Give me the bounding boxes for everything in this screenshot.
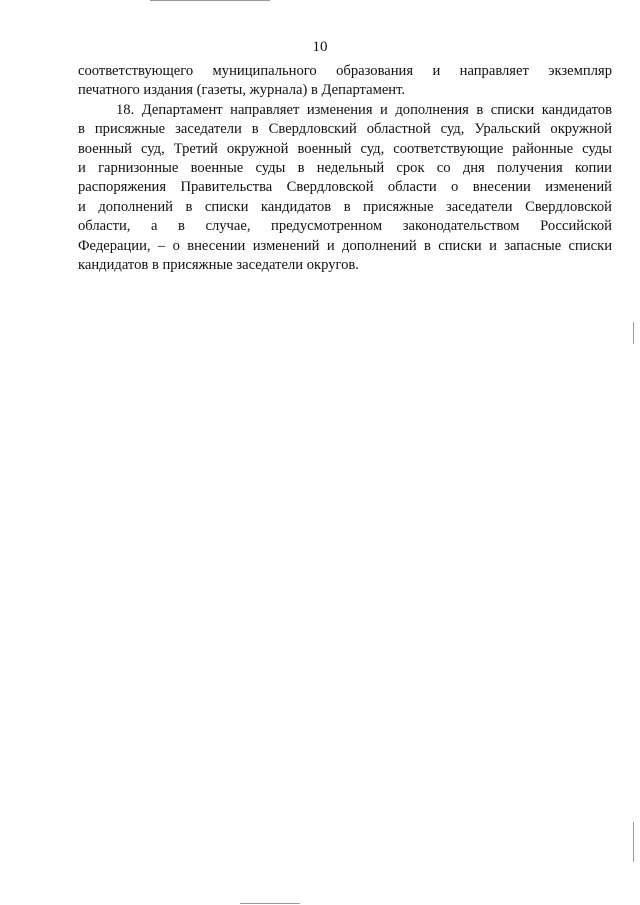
- page-number: 10: [312, 39, 328, 55]
- text-line: печатного издания (газеты, журнала) в Департамент.: [78, 82, 406, 99]
- text-line: области, а в случае, предусмотренном законодательством Российской: [78, 218, 612, 235]
- text-line: распоряжения Правительства Свердловской области о внесении изменений: [78, 179, 612, 196]
- text-line: в присяжные заседатели в Свердловский областной суд, Уральский окружной: [78, 121, 612, 138]
- scan-mark-bottom: [240, 903, 300, 904]
- text-line: Федерации, – о внесении изменений и дополнений в списки и запасные списки: [78, 237, 612, 254]
- scan-mark-right-lower: [633, 822, 634, 862]
- scan-mark-top: [150, 0, 270, 1]
- text-line: соответствующего муниципального образования и направляет экземпляр: [78, 63, 612, 79]
- text-line: и гарнизонные военные суды в недельный срок со дня получения копии: [78, 159, 612, 176]
- scan-mark-right: [633, 322, 634, 344]
- document-body: [78, 62, 612, 275]
- text-line: и дополнений в списки кандидатов в присяжные заседатели Свердловской: [78, 198, 612, 215]
- text-line: военный суд, Третий окружной военный суд, соответствующие районные суды: [78, 140, 612, 157]
- paragraph-18-first-line: 18. Департамент направляет изменения и дополнения в списки кандидатов: [116, 101, 612, 118]
- text-line: кандидатов в присяжные заседатели округов.: [78, 256, 359, 273]
